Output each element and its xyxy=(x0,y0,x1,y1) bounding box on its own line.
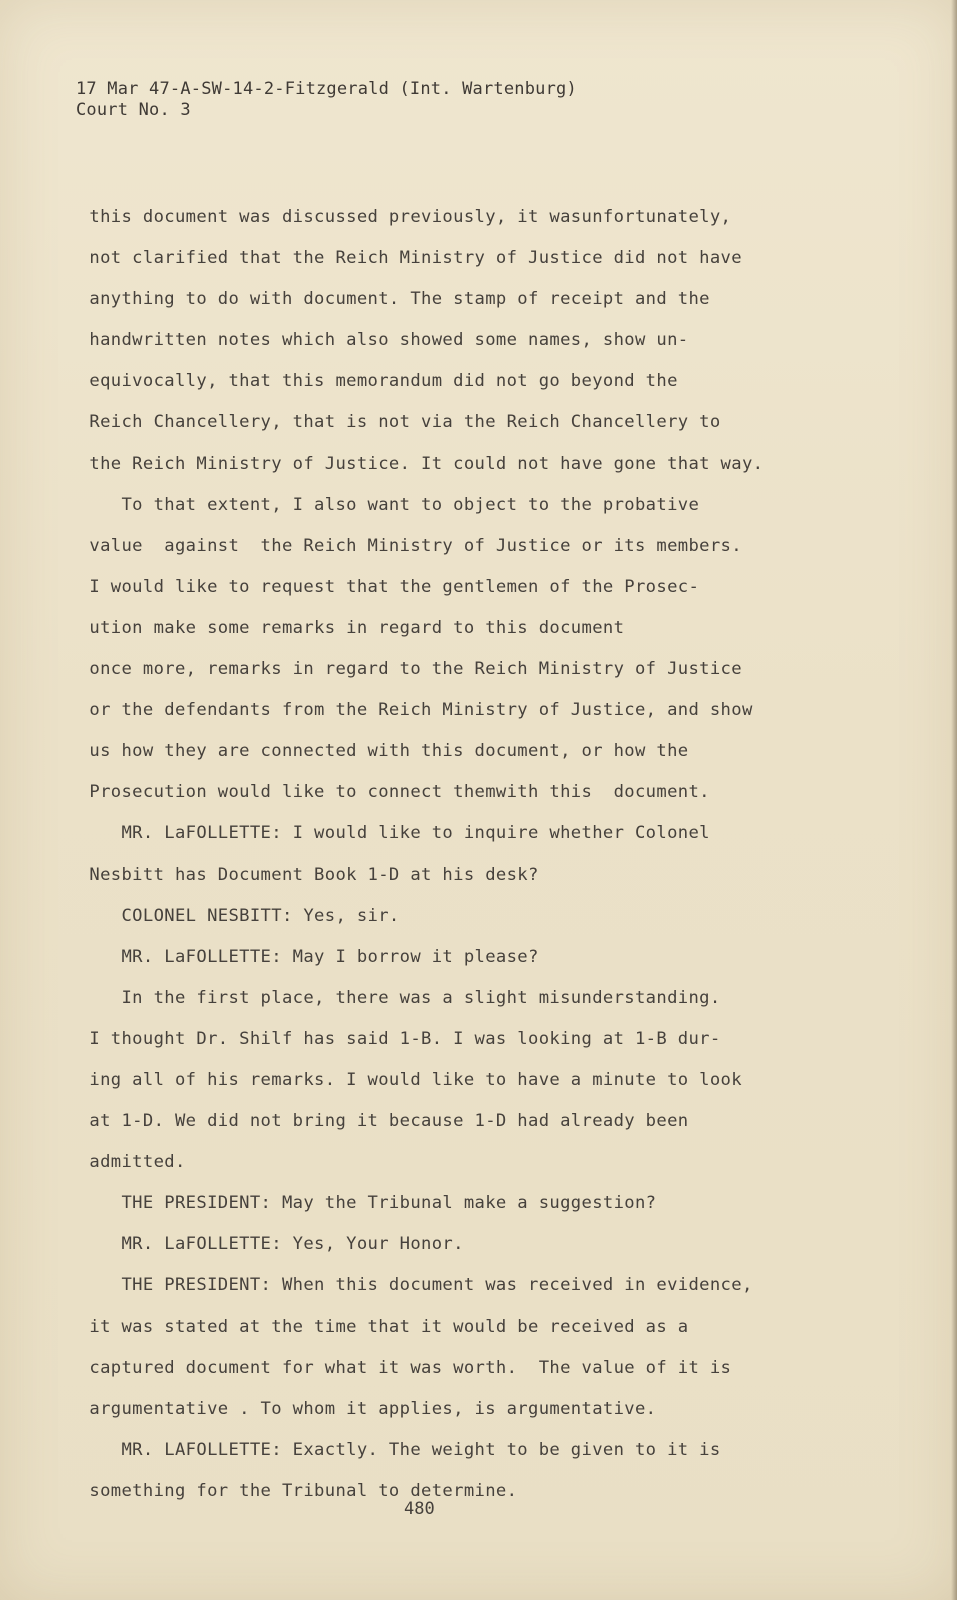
transcript-line: argumentative . To whom it applies, is argumentative. xyxy=(68,1398,657,1419)
transcript-line: once more, remarks in regard to the Reich Ministry of Justice xyxy=(68,659,742,680)
transcript-line: not clarified that the Reich Ministry of Justice did not have xyxy=(68,248,742,269)
page-edge-shadow xyxy=(951,0,957,1600)
transcript-line: Nesbitt has Document Book 1-D at his desk? xyxy=(68,864,539,885)
transcript-line: equivocally, that this memorandum did not go beyond the xyxy=(68,371,678,392)
transcript-line: MR. LAFOLLETTE: Exactly. The weight to be given to it is xyxy=(68,1439,721,1460)
transcript-line: MR. LaFOLLETTE: May I borrow it please? xyxy=(68,946,539,967)
transcript-line: THE PRESIDENT: When this document was received in evidence, xyxy=(68,1275,753,1296)
transcript-line: value against the Reich Ministry of Justice or its members. xyxy=(68,535,742,556)
transcript-line: ution make some remarks in regard to this document xyxy=(68,617,625,638)
transcript-line: admitted. xyxy=(68,1152,186,1173)
transcript-line: I thought Dr. Shilf has said 1-B. I was looking at 1-B dur- xyxy=(68,1028,721,1049)
transcript-line: at 1-D. We did not bring it because 1-D had already been xyxy=(68,1111,689,1132)
transcript-line: MR. LaFOLLETTE: I would like to inquire whether Colonel xyxy=(68,823,710,844)
transcript-line: Prosecution would like to connect themwith this document. xyxy=(68,782,710,803)
transcript-line: MR. LaFOLLETTE: Yes, Your Honor. xyxy=(68,1234,464,1255)
transcript-line: Reich Chancellery, that is not via the Reich Chancellery to xyxy=(68,412,721,433)
transcript-line: this document was discussed previously, it wasunfortunately, xyxy=(68,207,732,227)
transcript-line: something for the Tribunal to determine. xyxy=(68,1480,518,1501)
header-reference-line: 17 Mar 47-A-SW-14-2-Fitzgerald (Int. Wartenburg) xyxy=(76,79,577,99)
header-court-line: Court No. 3 xyxy=(76,100,191,120)
transcript-line: it was stated at the time that it would be received as a xyxy=(68,1316,689,1337)
transcript-line: To that extent, I also want to object to the probative xyxy=(68,494,700,515)
transcript-line: us how they are connected with this document, or how the xyxy=(68,741,689,762)
transcript-line: the Reich Ministry of Justice. It could not have gone that way. xyxy=(68,453,764,474)
transcript-line: handwritten notes which also showed some names, show un- xyxy=(68,330,689,351)
page-number: 480 xyxy=(404,1499,435,1519)
transcript-line: captured document for what it was worth. The value of it is xyxy=(68,1357,732,1378)
transcript-line: anything to do with document. The stamp of receipt and the xyxy=(68,289,710,310)
transcript-body xyxy=(68,197,843,1512)
document-header xyxy=(76,79,577,121)
transcript-line: I would like to request that the gentlemen of the Prosec- xyxy=(68,576,700,597)
transcript-line: ing all of his remarks. I would like to have a minute to look xyxy=(68,1069,742,1090)
transcript-line: THE PRESIDENT: May the Tribunal make a suggestion? xyxy=(68,1193,657,1214)
transcript-line: or the defendants from the Reich Ministry of Justice, and show xyxy=(68,700,753,721)
transcript-line: In the first place, there was a slight misunderstanding. xyxy=(68,987,721,1008)
transcript-line: COLONEL NESBITT: Yes, sir. xyxy=(68,905,400,926)
